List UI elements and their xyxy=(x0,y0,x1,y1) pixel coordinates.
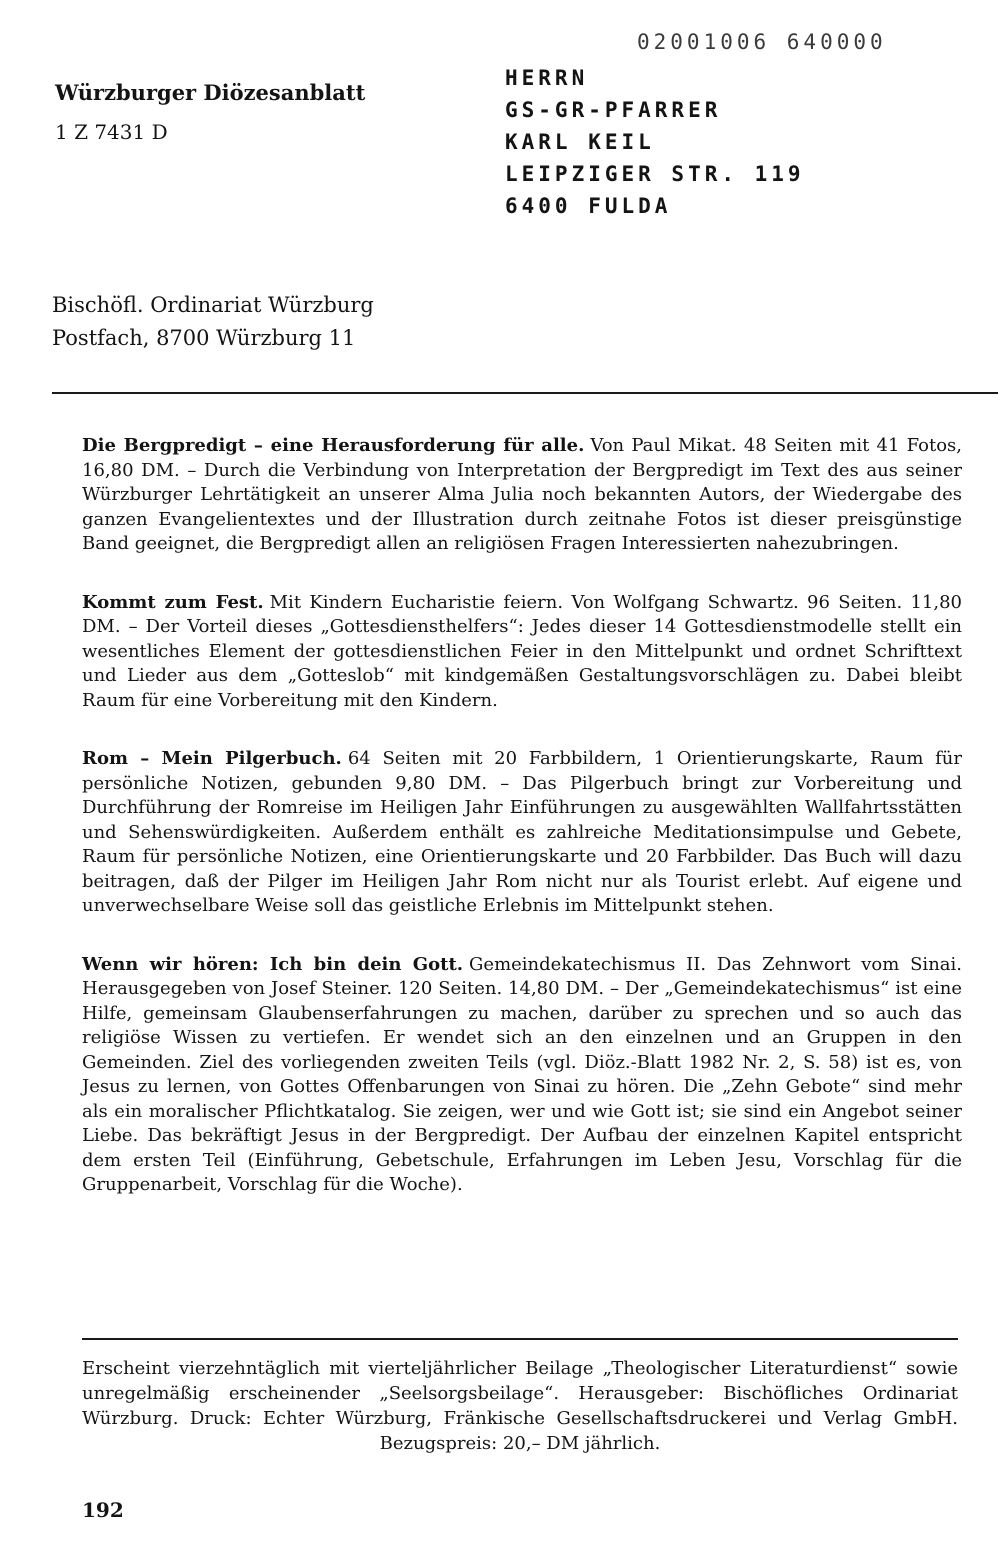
postal-stamp-code: 02001006 640000 xyxy=(637,30,887,54)
imprint: Erscheint vierzehntäglich mit vierteljährlicher Beilage „Theologischer Literaturdienst“ sowie unregelmäßig erscheinender „Seelsorgsbeilage“. Herausgeber: Bischöfliches Ordinariat Würzburg. Druck: Echter Würzburg, Fränkische Gesellschaftsdruckerei und Verlag GmbH. Bezugspreis: 20,– DM jährlich. xyxy=(82,1358,958,1454)
article-rom-pilgerbuch xyxy=(82,747,962,919)
article-wenn-wir-hoeren xyxy=(82,953,962,1198)
article-body: Von Paul Mikat. 48 Seiten mit 41 Fotos, 16,80 DM. – Durch die Verbindung von Interpretation der Bergpredigt im Text des aus seiner Würzburger Lehrtätigkeit an unserer Alma Julia noch bekannten Autors, der Wiedergabe des ganzen Evangelientextes und der Illustration durch zeitnahe Fotos ist dieser preisgünstige Band geeignet, die Bergpredigt allen an religiösen Fragen Interessierten nahezubringen. xyxy=(82,435,962,554)
recipient-address xyxy=(505,62,805,222)
article-title: Die Bergpredigt – eine Herausforderung für alle. xyxy=(82,435,585,456)
address-line: KARL KEIL xyxy=(505,130,655,154)
article-body: Gemeindekatechismus II. Das Zehnwort vom Sinai. Herausgegeben von Josef Steiner. 120 Seiten. 14,80 DM. – Der „Gemeindekatechismus“ ist eine Hilfe, gemeinsam Glaubenserfahrungen zu machen, darüber zu sprechen und so auch das religiöse Wissen zu vertiefen. Er wendet sich an den einzelnen und an Gruppen in den Gemeinden. Ziel des vorliegenden zweiten Teils (vgl. Diöz.-Blatt 1982 Nr. 2, S. 58) ist es, von Jesus zu lernen, von Gottes Offenbarungen von Sinai zu hören. Die „Zehn Gebote“ sind mehr als ein moralischer Pflichtkatalog. Sie zeigen, wer und wie Gott ist; sie sind ein Angebot seiner Liebe. Das bekräftigt Jesus in der Bergpredigt. Der Aufbau der einzelnen Kapitel entspricht dem ersten Teil (Einführung, Gebetschule, Erfahrungen im Leben Jesu, Vorschlag für die Gruppenarbeit, Vorschlag für die Woche). xyxy=(82,953,962,1195)
top-divider xyxy=(52,392,998,394)
article-title: Wenn wir hören: Ich bin dein Gott. xyxy=(82,953,464,975)
sender-line: Postfach, 8700 Würzburg 11 xyxy=(52,326,356,350)
bottom-divider xyxy=(82,1338,958,1340)
sender-line: Bischöfl. Ordinariat Würzburg xyxy=(52,293,374,317)
address-line: 6400 FULDA xyxy=(505,194,672,218)
sender-address xyxy=(52,289,374,355)
book-reviews xyxy=(82,434,962,1232)
address-line: LEIPZIGER STR. 119 xyxy=(505,162,805,186)
page-number: 192 xyxy=(82,1498,124,1522)
address-line: GS-GR-PFARRER xyxy=(505,98,722,122)
article-body: 64 Seiten mit 20 Farbbildern, 1 Orientierungskarte, Raum für persönliche Notizen, gebunden 9,80 DM. – Das Pilgerbuch bringt zur Vorbereitung und Durchführung der Romreise im Heiligen Jahr Einführungen zu ausgewählten Wallfahrtsstätten und Sehenswürdigkeiten. Außerdem enthält es zahlreiche Meditationsimpulse und Gebete, Raum für persönliche Notizen, eine Orientierungskarte und 20 Farbbilder. Das Buch will dazu beitragen, daß der Pilger im Heiligen Jahr Rom nicht nur als Tourist erlebt. Auf eigene und unverwechselbare Weise soll das geistliche Erlebnis im Mittelpunkt stehen. xyxy=(82,748,962,916)
article-title: Rom – Mein Pilgerbuch. xyxy=(82,748,342,769)
address-line: HERRN xyxy=(505,66,589,90)
article-title: Kommt zum Fest. xyxy=(82,591,264,613)
article-body: Mit Kindern Eucharistie feiern. Von Wolfgang Schwartz. 96 Seiten. 11,80 DM. – Der Vorteil dieses „Gottesdiensthelfers“: Jedes dieser 14 Gottesdienstmodelle stellt ein wesentliches Element der gottesdienstlichen Feier in den Mittelpunkt und ordnet Schrifttext und Lieder aus dem „Gotteslob“ mit kindgemäßen Gestaltungsvorschlägen zu. Dabei bleibt Raum für eine Vorbereitung mit den Kindern. xyxy=(82,591,962,711)
article-bergpredigt xyxy=(82,434,962,557)
article-kommt-zum-fest xyxy=(82,591,962,714)
publication-title: Würzburger Diözesanblatt xyxy=(55,80,366,105)
publication-code: 1 Z 7431 D xyxy=(55,120,168,144)
